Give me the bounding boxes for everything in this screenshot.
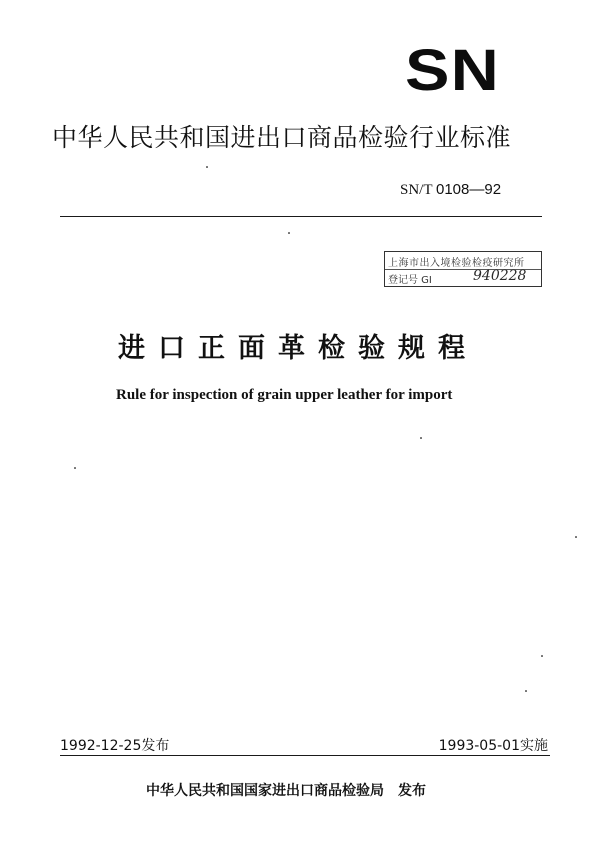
sn-logo: SN [405, 38, 500, 103]
issue-date: 1992-12-25发布 [60, 738, 170, 754]
stamp-institution: 上海市出入境检验检疫研究所 [388, 258, 525, 269]
stamp-handwritten-number: 940228 [473, 268, 527, 284]
publisher: 中华人民共和国国家进出口商品检验局 发布 [146, 783, 426, 799]
scan-speck [74, 467, 76, 469]
standard-series-title: 中华人民共和国进出口商品检验行业标准 [52, 123, 512, 152]
scan-speck [420, 437, 422, 439]
stamp-registration-label: 登记号 GI [388, 275, 432, 286]
standard-code-number: 0108—92 [435, 181, 502, 198]
scan-speck [525, 690, 527, 692]
implementation-date: 1993-05-01实施 [438, 738, 548, 754]
document-title-en: Rule for inspection of grain upper leather for import [116, 387, 453, 403]
footer-divider [60, 755, 550, 756]
scan-speck [575, 536, 577, 538]
scan-speck [206, 166, 208, 168]
standard-code-prefix: SN/T [400, 182, 436, 198]
library-stamp [384, 251, 542, 287]
scan-speck [541, 655, 543, 657]
scan-speck [288, 232, 290, 234]
header-divider [60, 216, 542, 217]
standard-code [400, 181, 501, 199]
document-title-zh: 进口正面革检验规程 [118, 333, 478, 364]
